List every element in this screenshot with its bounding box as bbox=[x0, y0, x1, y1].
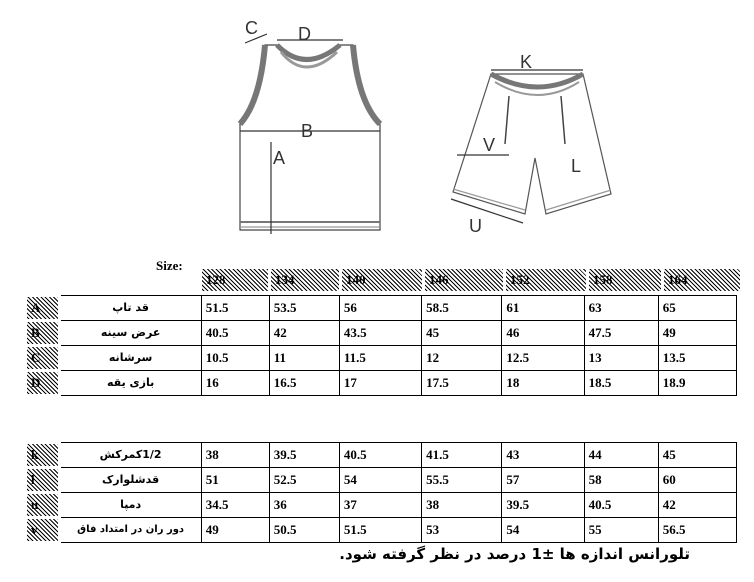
row-name: دور ران در امتداد فاق bbox=[59, 518, 201, 543]
row-name: سرشانه bbox=[59, 346, 201, 371]
value-cell: 17.5 bbox=[422, 371, 502, 396]
size-cell: 146 bbox=[424, 268, 505, 293]
value-cell: 39.5 bbox=[502, 493, 584, 518]
value-cell: 43.5 bbox=[339, 321, 421, 346]
value-cell: 42 bbox=[269, 321, 339, 346]
value-cell: 40.5 bbox=[584, 493, 658, 518]
value-cell: 49 bbox=[658, 321, 736, 346]
value-cell: 41.5 bbox=[422, 443, 502, 468]
row-code: l bbox=[26, 468, 60, 493]
value-cell: 18.5 bbox=[584, 371, 658, 396]
shorts-diagram bbox=[443, 52, 618, 237]
value-cell: 16 bbox=[201, 371, 269, 396]
row-code: B bbox=[26, 321, 60, 346]
value-cell: 40.5 bbox=[339, 443, 421, 468]
size-header-row bbox=[201, 268, 742, 293]
value-cell: 36 bbox=[269, 493, 339, 518]
row-name: عرض سینه bbox=[59, 321, 201, 346]
value-cell: 63 bbox=[584, 296, 658, 321]
value-cell: 56 bbox=[339, 296, 421, 321]
value-cell: 13.5 bbox=[658, 346, 736, 371]
value-cell: 52.5 bbox=[269, 468, 339, 493]
value-cell: 16.5 bbox=[269, 371, 339, 396]
size-cell: 158 bbox=[588, 268, 663, 293]
value-cell: 40.5 bbox=[201, 321, 269, 346]
value-cell: 61 bbox=[502, 296, 584, 321]
value-cell: 18 bbox=[502, 371, 584, 396]
row-code: u bbox=[26, 493, 60, 518]
value-cell: 44 bbox=[584, 443, 658, 468]
label-l: L bbox=[571, 156, 582, 176]
tank-top-diagram bbox=[225, 12, 395, 247]
table-row bbox=[26, 296, 737, 321]
row-code: A bbox=[26, 296, 60, 321]
value-cell: 57 bbox=[502, 468, 584, 493]
row-code: v bbox=[26, 518, 60, 543]
label-v: V bbox=[483, 135, 496, 155]
size-cell: 140 bbox=[341, 268, 424, 293]
row-code: k bbox=[26, 443, 60, 468]
label-b: B bbox=[301, 121, 314, 141]
value-cell: 10.5 bbox=[201, 346, 269, 371]
label-u: U bbox=[469, 216, 482, 236]
value-cell: 39.5 bbox=[269, 443, 339, 468]
value-cell: 51 bbox=[201, 468, 269, 493]
label-c: C bbox=[245, 18, 258, 38]
value-cell: 55 bbox=[584, 518, 658, 543]
value-cell: 47.5 bbox=[584, 321, 658, 346]
row-name: دمپا bbox=[59, 493, 201, 518]
value-cell: 54 bbox=[339, 468, 421, 493]
table-row bbox=[26, 346, 737, 371]
value-cell: 58.5 bbox=[422, 296, 502, 321]
value-cell: 18.9 bbox=[658, 371, 736, 396]
value-cell: 50.5 bbox=[269, 518, 339, 543]
value-cell: 49 bbox=[201, 518, 269, 543]
table-row bbox=[26, 443, 737, 468]
value-cell: 34.5 bbox=[201, 493, 269, 518]
value-cell: 43 bbox=[502, 443, 584, 468]
value-cell: 42 bbox=[658, 493, 736, 518]
value-cell: 54 bbox=[502, 518, 584, 543]
row-name: 1/2کمرکش bbox=[59, 443, 201, 468]
table-row bbox=[26, 371, 737, 396]
value-cell: 45 bbox=[658, 443, 736, 468]
row-name: قد تاپ bbox=[59, 296, 201, 321]
row-name: قدشلوارک bbox=[59, 468, 201, 493]
row-code: C bbox=[26, 346, 60, 371]
value-cell: 11.5 bbox=[339, 346, 421, 371]
bottom-measurements-table bbox=[24, 441, 737, 544]
value-cell: 12.5 bbox=[502, 346, 584, 371]
size-label: Size: bbox=[156, 258, 183, 273]
table-row bbox=[26, 518, 737, 543]
size-cell: 164 bbox=[663, 268, 742, 293]
value-cell: 56.5 bbox=[658, 518, 736, 543]
table-row bbox=[26, 468, 737, 493]
value-cell: 38 bbox=[422, 493, 502, 518]
value-cell: 55.5 bbox=[422, 468, 502, 493]
size-cell: 128 bbox=[201, 268, 270, 293]
label-k: K bbox=[520, 52, 533, 72]
value-cell: 58 bbox=[584, 468, 658, 493]
value-cell: 51.5 bbox=[339, 518, 421, 543]
value-cell: 45 bbox=[422, 321, 502, 346]
value-cell: 60 bbox=[658, 468, 736, 493]
tolerance-note: تلورانس اندازه ها ±1 درصد در نظر گرفته شود. bbox=[339, 545, 690, 563]
size-cell: 134 bbox=[270, 268, 341, 293]
value-cell: 38 bbox=[201, 443, 269, 468]
row-name: بازی یقه bbox=[59, 371, 201, 396]
size-header-table bbox=[199, 266, 743, 294]
value-cell: 51.5 bbox=[201, 296, 269, 321]
value-cell: 37 bbox=[339, 493, 421, 518]
row-code: D bbox=[26, 371, 60, 396]
table-row bbox=[26, 321, 737, 346]
label-d: D bbox=[298, 24, 311, 44]
size-cell: 152 bbox=[505, 268, 588, 293]
table-row bbox=[26, 493, 737, 518]
value-cell: 46 bbox=[502, 321, 584, 346]
value-cell: 65 bbox=[658, 296, 736, 321]
value-cell: 53.5 bbox=[269, 296, 339, 321]
value-cell: 13 bbox=[584, 346, 658, 371]
value-cell: 53 bbox=[422, 518, 502, 543]
value-cell: 12 bbox=[422, 346, 502, 371]
value-cell: 11 bbox=[269, 346, 339, 371]
value-cell: 17 bbox=[339, 371, 421, 396]
label-a: A bbox=[273, 148, 286, 168]
top-measurements-table bbox=[24, 294, 737, 397]
